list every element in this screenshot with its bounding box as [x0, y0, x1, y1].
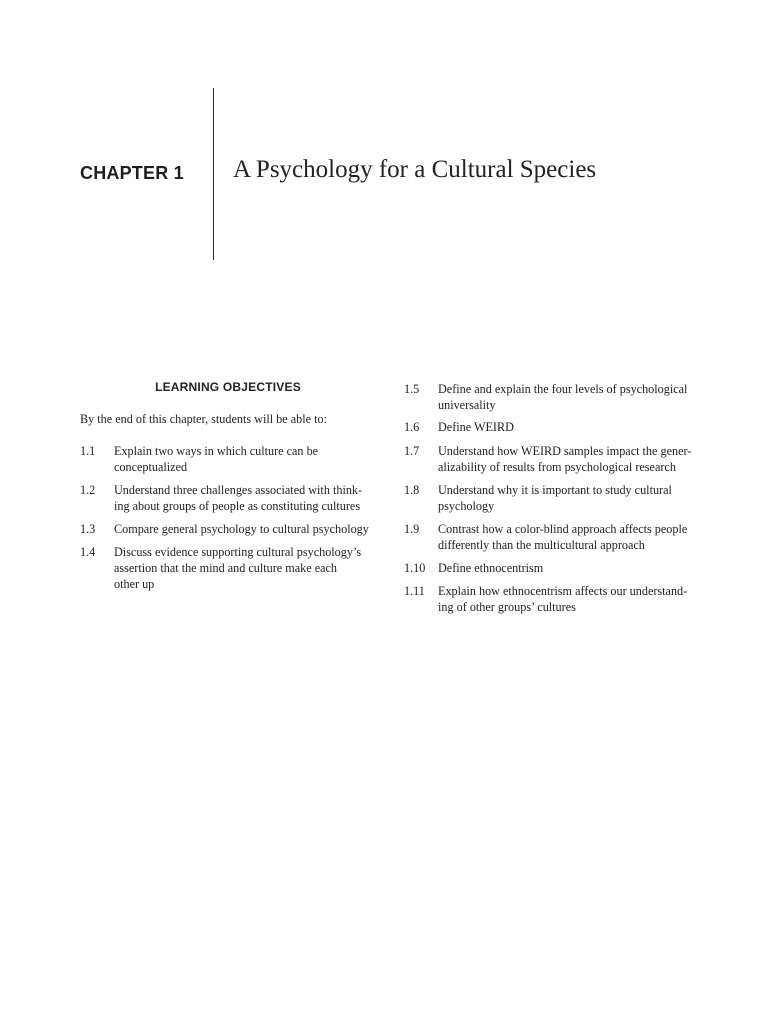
objective-text: Explain how ethnocentrism affects our understand- ing of other groups’ cultures — [438, 584, 688, 614]
objective-text: Understand why it is important to study cultural psychology — [438, 483, 672, 513]
objective-number: 1.4 — [80, 545, 96, 559]
objective-number: 1.10 — [404, 561, 426, 575]
objective-number: 1.1 — [80, 444, 96, 458]
learning-objectives-heading: LEARNING OBJECTIVES — [155, 380, 301, 394]
objectives-intro: By the end of this chapter, students will be able to: — [80, 412, 327, 426]
objective-text: Contrast how a color-blind approach affects people differently than the multicultural approach — [438, 522, 688, 552]
objective-text: Define ethnocentrism — [438, 561, 544, 575]
chapter-label: CHAPTER 1 — [80, 163, 184, 183]
objective-text: Define WEIRD — [438, 420, 514, 434]
objective-number: 1.11 — [404, 584, 425, 598]
objective-number: 1.6 — [404, 420, 420, 434]
objective-text: Define and explain the four levels of psychological universality — [438, 382, 688, 412]
objective-text: Compare general psychology to cultural psychology — [114, 522, 369, 536]
chapter-title: A Psychology for a Cultural Species — [233, 156, 597, 183]
objective-text: Understand how WEIRD samples impact the gener- alizability of results from psychological research — [438, 444, 692, 474]
objective-number: 1.9 — [404, 522, 420, 536]
objective-text: Explain two ways in which culture can be conceptualized — [114, 444, 319, 474]
objective-number: 1.3 — [80, 522, 96, 536]
chapter-divider — [213, 88, 214, 260]
objective-number: 1.2 — [80, 483, 96, 497]
objective-text: Understand three challenges associated with think- ing about groups of people as constituting cultures — [114, 483, 363, 513]
objective-number: 1.5 — [404, 382, 420, 396]
objective-text: Discuss evidence supporting cultural psychology’s assertion that the mind and culture make each other up — [114, 545, 362, 591]
objective-number: 1.7 — [404, 444, 420, 458]
objective-number: 1.8 — [404, 483, 420, 497]
